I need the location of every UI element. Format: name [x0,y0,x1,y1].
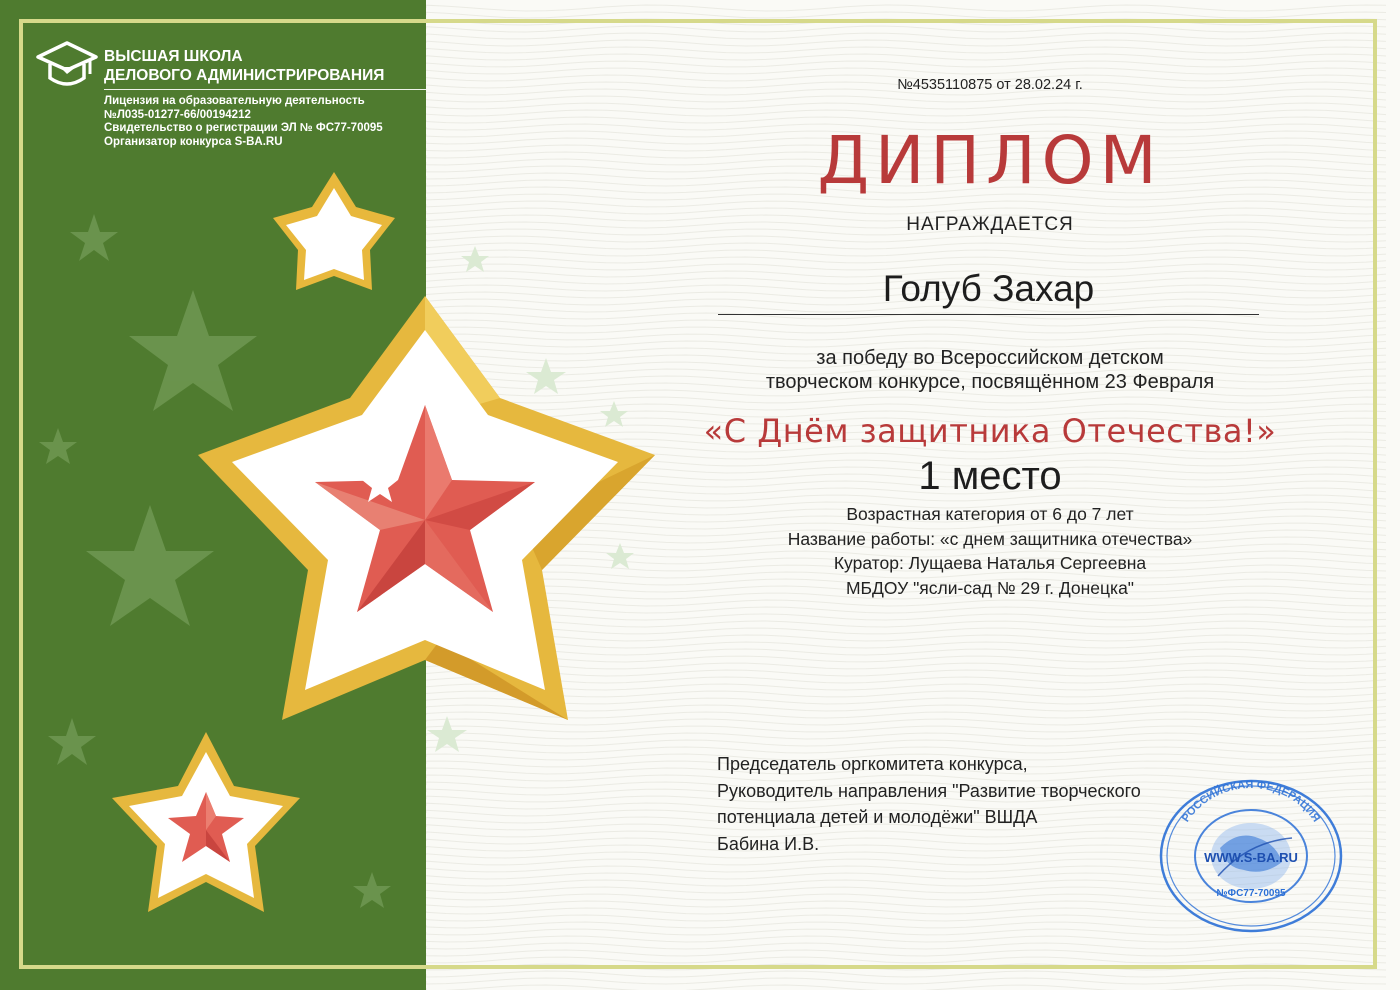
bg-star-1 [70,214,118,261]
bg-star-3 [39,428,77,464]
seal-bottom-text: №ФС77-70095 [1216,888,1286,899]
award-reason: за победу во Всероссийском детском творческом конкурсе, посвящённом 23 Февраля [765,347,1215,393]
svg-text:РОССИЙСКАЯ ФЕДЕРАЦИЯ [1180,779,1322,824]
recipient-underline [718,314,1259,315]
diploma-title: ДИПЛОМ [817,122,1163,199]
signature-block [717,751,1141,857]
small-gold-star-top [273,172,395,290]
seal-top-text: РОССИЙСКАЯ ФЕДЕРАЦИЯ [1179,778,1323,825]
bg-star-11 [427,716,467,752]
contest-organizer: Организатор конкурса S-BA.RU [104,135,283,148]
bg-star-5 [48,718,96,765]
organization-license-info [104,95,383,149]
work-title: Название работы: «с днем защитника отечества» [787,528,1193,549]
bg-star-4 [86,505,214,626]
institution: МБДОУ "ясли-сад № 29 г. Донецка" [845,577,1135,598]
curator: Куратор: Лущаева Наталья Сергеевна [833,553,1147,573]
signatory-title-3: потенциала детей и молодёжи" ВШДА [717,807,1038,827]
seal-center-text: WWW.S-BA.RU [1204,850,1298,865]
organization-name: ВЫСШАЯ ШКОЛА ДЕЛОВОГО АДМИНИСТРИРОВАНИЯ [104,48,385,84]
bg-star-7 [461,246,489,272]
bg-star-2 [129,290,257,411]
license-line: Лицензия на образовательную деятельность [104,95,365,107]
contest-name: «С Днём защитника Отечества!» [703,412,1277,450]
signatory-title-2: Руководитель направления "Развитие творческого [717,780,1141,801]
award-details [540,502,1400,600]
organization-divider [104,89,426,90]
registration-certificate: Свидетельство о регистрации ЭЛ № ФС77-70095 [104,122,383,134]
graduation-cap-icon [36,40,98,92]
recipient-name: Голуб Захар [882,268,1095,309]
official-seal-stamp [1158,778,1344,934]
signatory-title-1: Председатель оргкомитета конкурса, [717,754,1028,774]
license-number: №Л035-01277-66/00194212 [104,108,251,121]
small-gold-star-bottom [112,732,300,912]
awarded-label: НАГРАЖДАЕТСЯ [906,214,1074,235]
bg-star-6 [353,872,391,908]
signatory-name: Бабина И.В. [717,833,820,854]
place-awarded: 1 место [918,454,1062,498]
diploma-number: №4535110875 от 28.02.24 г. [897,77,1083,93]
age-category: Возрастная категория от 6 до 7 лет [846,504,1134,524]
